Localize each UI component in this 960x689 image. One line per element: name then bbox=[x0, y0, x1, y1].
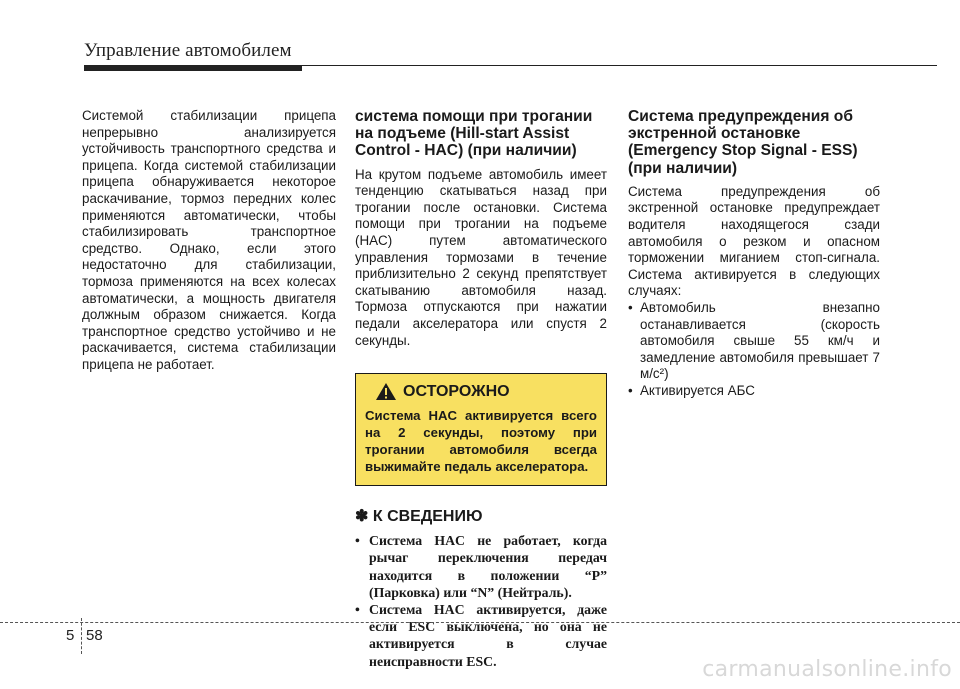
warning-title: ОСТОРОЖНО bbox=[403, 382, 510, 400]
column-middle bbox=[355, 108, 607, 670]
chapter-number: 5 bbox=[66, 627, 75, 644]
note-item: • Система HAC активируется, даже если ESC выключена, но она не активируется в случае неисправности ESC. bbox=[355, 601, 607, 670]
ess-list bbox=[628, 300, 880, 400]
ess-heading: Система предупреждения об экстренной остановке (Emergency Stop Signal - ESS) (при наличии) bbox=[628, 108, 858, 177]
note-heading: ✽ К СВЕДЕНИЮ bbox=[355, 508, 483, 526]
trailer-stability-paragraph: Системой стабилизации прицепа непрерывно анализируется устойчивость транспортного средства и прицепа. Когда системой стабилизации прицепа обнаруживается некоторое раскачивание, тормоз передних колес применяются автоматически, чтобы стабилизировать транспортное средство. Однако, если этого недостаточно для стабилизации, тормоза применяются на всех колесах автоматически, а мощность двигателя должным образом снижается. Когда транспортное средство устойчиво и не раскачивается, система стабилизации прицепа не работает. bbox=[82, 108, 336, 372]
note-section bbox=[355, 506, 607, 670]
warning-header bbox=[375, 382, 597, 401]
column-right bbox=[628, 108, 880, 400]
page-header-title: Управление автомобилем bbox=[84, 40, 292, 61]
column-left bbox=[82, 108, 336, 374]
footer-rule bbox=[0, 622, 960, 623]
warning-text: Система HAC активируется всего на 2 секунды, поэтому при трогании автомобиля всегда выжимайте педаль акселератора. bbox=[365, 408, 597, 475]
ess-paragraph: Система предупреждения об экстренной остановке предупреждает водителя находящегося сзади автомобиля о резком и опасном торможении миганием стоп-сигнала. Система активируется в следующих случаях: bbox=[628, 183, 880, 299]
note-item: • Система HAC не работает, когда рычаг переключения передач находится в положении “P” (Парковка) или “N” (Нейтраль). bbox=[355, 532, 607, 601]
hac-paragraph: На крутом подъеме автомобиль имеет тенденцию скатываться назад при трогании после остановки. Система помощи при трогании на подъеме (HAC) путем автоматического управления тормозами в течение приблизительно 2 секунд препятствует скатыванию автомобиля назад. Тормоза отпускаются при нажатии педали акселератора или спустя 2 секунды. bbox=[355, 166, 607, 348]
footer-separator bbox=[81, 618, 82, 654]
header-rule-accent bbox=[84, 66, 302, 71]
ess-list-item: • Активируется АБС bbox=[628, 383, 880, 400]
page-number: 58 bbox=[86, 627, 103, 644]
note-list bbox=[355, 532, 607, 670]
warning-box bbox=[355, 373, 607, 486]
ess-list-item: • Автомобиль внезапно останавливается (скорость автомобиля свыше 55 км/ч и замедление автомобиля превышает 7 м/с²) bbox=[628, 300, 880, 383]
warning-triangle-icon bbox=[375, 382, 397, 401]
watermark: carmanualsonline.info bbox=[702, 657, 952, 682]
hac-heading: система помощи при трогании на подъеме (Hill-start Assist Control - HAC) (при наличии) bbox=[355, 108, 593, 160]
